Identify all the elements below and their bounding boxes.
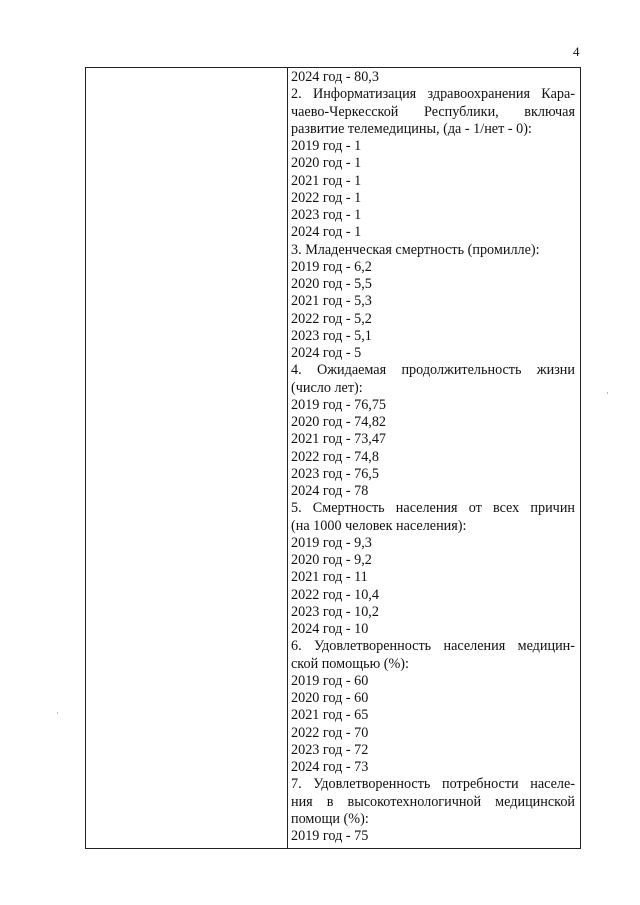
indicator-line: 2024 год - 73 bbox=[291, 759, 369, 775]
indicator-line: 2022 год - 5,2 bbox=[291, 310, 372, 327]
indicator-line: 2021 год - 73,47 bbox=[291, 431, 387, 448]
table-right-column bbox=[291, 69, 575, 845]
indicator-line: 4. Ожидаемая продолжительность жизни bbox=[291, 362, 575, 379]
indicator-line: 2019 год - 76,75 bbox=[291, 396, 387, 413]
indicator-line: чаево-Черкесской Республики, включая bbox=[291, 103, 575, 120]
indicator-line: (на 1000 человек населения): bbox=[291, 517, 467, 534]
indicator-line: 2019 год - 1 bbox=[291, 138, 362, 154]
indicator-line: 2023 год - 72 bbox=[291, 741, 369, 758]
indicator-line: 2019 год - 60 bbox=[291, 672, 369, 689]
indicator-line: 2022 год - 70 bbox=[291, 724, 369, 741]
indicator-line: 2. Информатизация здравоохранения Кара- bbox=[291, 86, 575, 103]
indicator-line: ния в высокотехнологичной медицинской bbox=[291, 793, 575, 810]
table-left-column bbox=[86, 68, 288, 848]
indicator-line: помощи (%): bbox=[291, 810, 369, 827]
indicator-line: ской помощью (%): bbox=[291, 655, 409, 672]
indicator-line: 2023 год - 1 bbox=[291, 207, 362, 223]
indicator-line: развитие телемедицины, (да - 1/нет - 0): bbox=[291, 120, 532, 137]
indicator-line: 2024 год - 78 bbox=[291, 483, 369, 499]
indicator-line: 2024 год - 1 bbox=[291, 224, 362, 241]
indicator-line: 2023 год - 10,2 bbox=[291, 603, 379, 620]
indicator-line: 2020 год - 60 bbox=[291, 690, 369, 706]
indicator-line: 2022 год - 74,8 bbox=[291, 448, 379, 465]
document-table bbox=[85, 67, 581, 849]
indicator-line: 2021 год - 5,3 bbox=[291, 293, 372, 310]
indicator-line: 2021 год - 1 bbox=[291, 172, 362, 189]
indicator-line: 7. Удовлетворенность потребности населе- bbox=[291, 776, 575, 793]
indicator-line: 2019 год - 6,2 bbox=[291, 258, 372, 275]
indicator-line: 2022 год - 1 bbox=[291, 189, 362, 206]
indicator-line: 2020 год - 5,5 bbox=[291, 276, 372, 292]
scan-speck bbox=[607, 392, 608, 394]
indicator-line: 2019 год - 75 bbox=[291, 828, 369, 844]
indicator-line: 2019 год - 9,3 bbox=[291, 534, 372, 551]
indicator-line: 2024 год - 80,3 bbox=[291, 69, 379, 85]
indicator-line: 3. Младенческая смертность (промилле): bbox=[291, 241, 540, 258]
indicator-line: 5. Смертность населения от всех причин bbox=[291, 500, 575, 517]
page-number: 4 bbox=[573, 44, 580, 59]
indicator-line: 2023 год - 5,1 bbox=[291, 327, 372, 344]
indicator-line: 2021 год - 11 bbox=[291, 569, 368, 586]
indicator-line: 2024 год - 10 bbox=[291, 621, 369, 637]
scan-speck bbox=[57, 712, 58, 714]
indicator-line: (число лет): bbox=[291, 379, 363, 396]
indicator-line: 2020 год - 74,82 bbox=[291, 414, 387, 430]
indicator-line: 6. Удовлетворенность населения медицин- bbox=[291, 638, 575, 655]
indicator-line: 2020 год - 9,2 bbox=[291, 552, 372, 568]
indicator-line: 2020 год - 1 bbox=[291, 155, 362, 172]
indicator-line: 2024 год - 5 bbox=[291, 345, 362, 361]
indicator-line: 2022 год - 10,4 bbox=[291, 586, 379, 603]
indicator-line: 2021 год - 65 bbox=[291, 707, 369, 724]
indicator-line: 2023 год - 76,5 bbox=[291, 465, 379, 482]
